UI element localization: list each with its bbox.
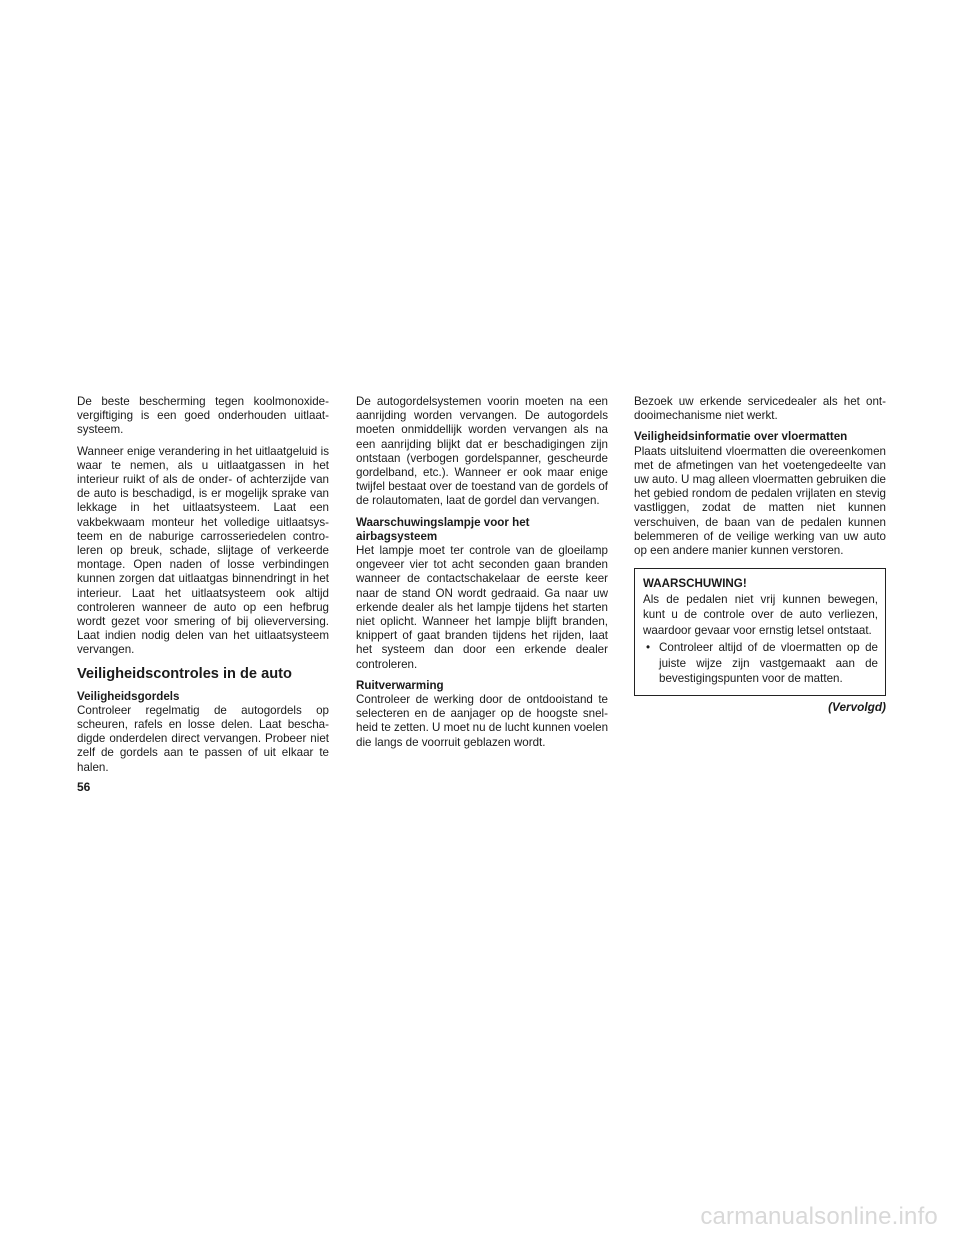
section-title: Veiligheidscontroles in de auto xyxy=(77,665,292,682)
text-column-middle xyxy=(356,395,608,757)
airbag-text: Het lampje moet ter controle van de gloeilamp ongeveer vier tot acht seconden gaan branden wanneer de contactschakelaar de eerste keer naar de stand ON wordt gedraaid. Ga naar uw erkende dealer als het lampje tijdens het starten niet oplicht. Wanneer het lampje blijft branden, knippert of gaat branden tijdens het rijden, laat het systeem dan door een erkende dealer controleren. xyxy=(356,544,608,671)
defrost-block xyxy=(356,679,608,750)
warning-list xyxy=(643,640,878,687)
warning-title: WAARSCHUWING! xyxy=(643,577,747,591)
watermark: carmanualsonline.info xyxy=(700,1203,938,1230)
warning-text: Als de pedalen niet vrij kunnen bewegen, kunt u de controle over de auto verliezen, waardoor gevaar voor ernstig letsel ontstaat. xyxy=(643,592,878,637)
bullet-icon: • xyxy=(646,641,651,655)
paragraph-co-protection: De beste bescherming tegen koolmonoxidevergiftiging is een goed onderhouden uitlaatsysteem. xyxy=(77,395,329,437)
page-number: 56 xyxy=(77,780,91,794)
paragraph-seatbelt-replacement: De autogordelsystemen voorin moeten na een aanrijding worden vervangen. De autogordels moeten onmiddellijk worden vervangen als na een aanrijding blijkt dat er beschadigingen zijn ontstaan (verbogen gordelspanner, gescheurde gordelband, etc.). Wanneer er ook maar enige twijfel bestaat over de toestand van de gordels of de rolautomaten, laat de gordel dan vervangen. xyxy=(356,395,608,508)
airbag-heading-line2: airbagsysteem xyxy=(356,529,438,543)
warning-box xyxy=(634,568,886,696)
defrost-text: Controleer de werking door de ontdooistand te selecteren en de aanjager op de hoogste snelheid te zetten. U moet nu de lucht kunnen voelen die langs de voorruit geblazen wordt. xyxy=(356,693,609,749)
seatbelts-block xyxy=(77,690,329,775)
airbag-heading-line1: Waarschuwingslampje voor het xyxy=(356,515,530,529)
warning-list-item xyxy=(643,640,878,687)
airbag-lamp-block xyxy=(356,516,608,672)
seatbelts-heading: Veiligheidsgordels xyxy=(77,689,180,703)
continued-label: (Vervolgd) xyxy=(828,699,886,714)
warning-item-text: Controleer altijd of de vloermatten op de juiste wijze zijn vastgemaakt aan de bevestigingspunten voor de matten. xyxy=(659,641,878,686)
floor-mats-text: Plaats uitsluitend vloermatten die overeenkomen met de afmetingen van het voetengedeelte van uw auto. U mag alleen vloermatten gebruiken die het gebied rondom de pedalen vrijlaten en stevig vastliggen, zodat de matten niet kunnen verschuiven, de baan van de pedalen kunnen belemmeren of de veilige werking van uw auto op een andere manier kunnen verstoren. xyxy=(634,444,886,558)
text-column-left xyxy=(77,395,329,782)
floor-mats-heading: Veiligheidsinformatie over vloermatten xyxy=(634,430,848,444)
defrost-heading: Ruitverwarming xyxy=(356,678,444,692)
floor-mats-block xyxy=(634,430,886,558)
paragraph-exhaust-check: Wanneer enige verandering in het uitlaatgeluid is waar te nemen, als u uitlaatgassen in het interieur ruikt of als de onder- of achterzijde van de auto is beschadigd, is er mogelijk sprake van lekkage in het uitlaatsysteem. Laat een vakbekwaam monteur het volledige uitlaatsysteem en de naburige carrosseriedelen controleren op breuk, schade, slijtage of verkeerde montage. Open naden of losse verbindingen kunnen zorgen dat uitlaatgas binnendringt in het interieur. Laat het uitlaatsysteem ook altijd controleren wanneer de auto op een hefbrug wordt gezet voor smering of bij olieverversing. Laat indien nodig delen van het uitlaatsysteem vervangen. xyxy=(77,444,329,657)
paragraph-defrost-dealer: Bezoek uw erkende servicedealer als het ontdooimechanisme niet werkt. xyxy=(634,395,886,423)
text-column-right xyxy=(634,395,886,714)
seatbelts-text: Controleer regelmatig de autogordels op scheuren, rafels en losse delen. Laat beschadigde onderdelen direct vervangen. Probeer niet zelf de gordels aan te passen of uit elkaar te halen. xyxy=(77,703,329,774)
